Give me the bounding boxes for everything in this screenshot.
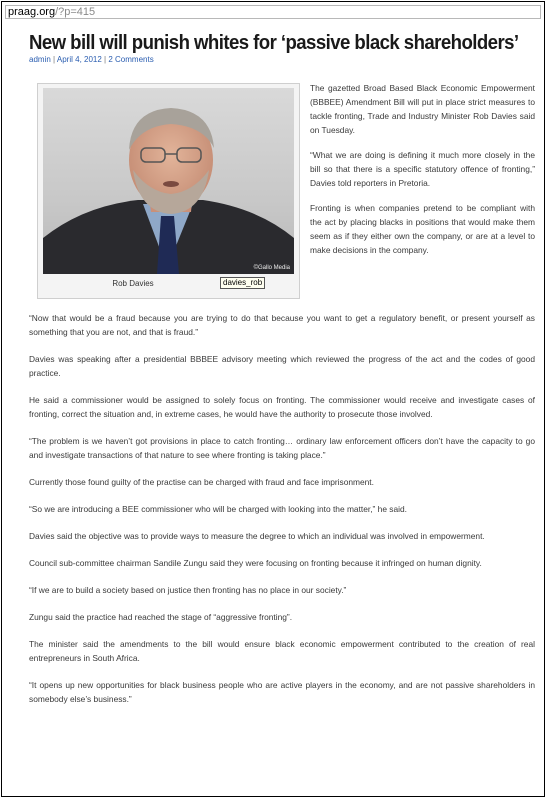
- meta-separator: |: [53, 55, 56, 64]
- meta-separator: |: [104, 55, 107, 64]
- body-paragraph: Zungu said the practice had reached the stage of “aggressive fronting”.: [29, 612, 293, 622]
- body-paragraph: The minister said the amendments to the bill would ensure black economic empowerment contributed to the creation of real entrepreneurs in South Africa.: [29, 639, 535, 663]
- screenshot-frame: [1, 1, 545, 797]
- image-figure: [37, 83, 300, 299]
- body-paragraph: Council sub-committee chairman Sandile Zungu said they were focusing on fronting because it infringed on human dignity.: [29, 558, 482, 568]
- author-link[interactable]: admin: [29, 55, 51, 64]
- article-meta: [29, 55, 535, 65]
- article: [29, 32, 535, 719]
- lead-paragraph: The gazetted Broad Based Black Economic Empowerment (BBBEE) Amendment Bill will put in place strict measures to tackle fronting, Trade and Industry Minister Rob Davies said on Tuesday.: [310, 83, 535, 135]
- body-paragraph: Davies was speaking after a presidential BBBEE advisory meeting which reviewed the progress of the act and the codes of good practice.: [29, 354, 535, 378]
- lead-paragraph: Fronting is when companies pretend to be compliant with the act by placing blacks in positions that would make them seem as if they either own the company, or are at a level to make decisions in the company.: [310, 203, 535, 255]
- photo-watermark: ©Gallo Media: [253, 265, 290, 271]
- body-paragraph: “The problem is we haven’t got provisions in place to catch fronting… ordinary law enforcement officers don’t have the capacity to go and investigate transactions of that nature to see where fronting is taking place.”: [29, 436, 535, 460]
- body-paragraph: “It opens up new opportunities for black business people who are active players in the economy, and are not passive shareholders in somebody else’s business.”: [29, 680, 535, 704]
- lead-text: [310, 81, 535, 268]
- body-paragraph: Davies said the objective was to provide ways to measure the degree to which an individual was involved in empowerment.: [29, 531, 485, 541]
- address-bar[interactable]: [5, 5, 541, 19]
- body-paragraph: “Now that would be a fraud because you are trying to do that because you want to get a regulatory benefit, or present yourself as something that you are not, and that is fraud.”: [29, 313, 535, 337]
- lead-section: [29, 83, 535, 311]
- image-caption: Rob Davies: [112, 279, 154, 288]
- url-host: praag.org: [8, 6, 56, 18]
- comments-link[interactable]: 2 Comments: [108, 55, 154, 64]
- article-photo[interactable]: [43, 88, 294, 274]
- portrait-illustration: [43, 88, 294, 274]
- body-paragraph: “If we are to build a society based on justice then fronting has no place in our society.”: [29, 585, 347, 595]
- lead-paragraph: “What we are doing is defining it much more closely in the bill so that there is a specific statutory offence of fronting,” Davies told reporters in Pretoria.: [310, 150, 535, 188]
- article-title[interactable]: New bill will punish whites for ‘passive black shareholders’: [29, 32, 519, 54]
- image-tooltip: davies_rob: [220, 277, 265, 289]
- body-paragraph: Currently those found guilty of the practise can be charged with fraud and face imprisonment.: [29, 477, 374, 487]
- date-link[interactable]: April 4, 2012: [56, 55, 102, 64]
- body-paragraph: “So we are introducing a BEE commissioner who will be charged with looking into the matter,” he said.: [29, 504, 407, 514]
- body-paragraph: He said a commissioner would be assigned to solely focus on fronting. The commissioner would receive and investigate cases of fronting, correct the situation and, in extreme cases, he would have the authority to prosecute those involved.: [29, 395, 535, 419]
- article-body: [29, 311, 535, 706]
- url-path: /?p=415: [55, 6, 96, 18]
